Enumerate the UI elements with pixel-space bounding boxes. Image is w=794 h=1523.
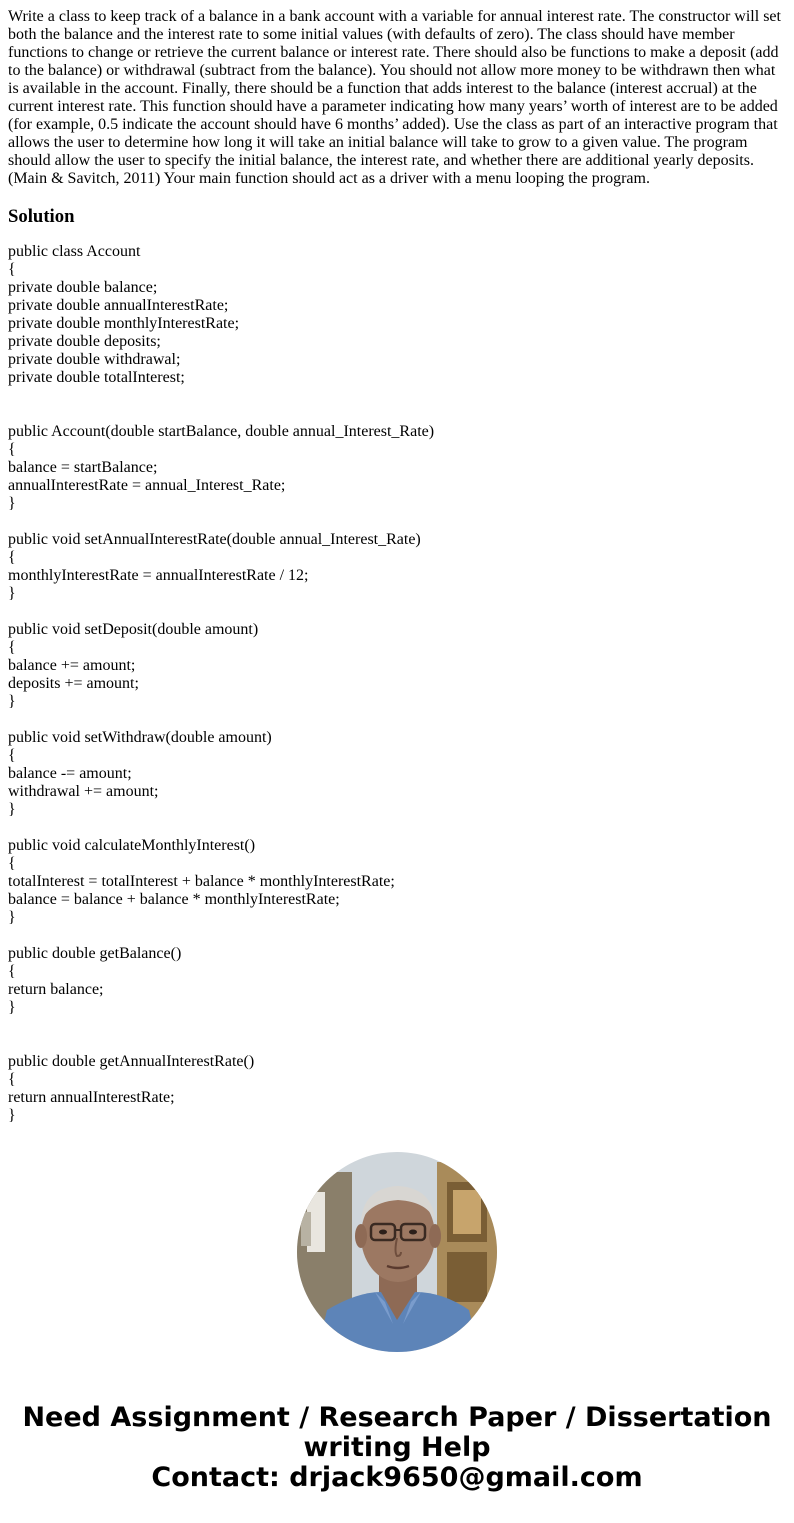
code-line bbox=[8, 1035, 786, 1053]
code-line: return balance; bbox=[8, 981, 104, 998]
code-line: public double getBalance() bbox=[8, 945, 182, 962]
code-line: } bbox=[8, 909, 16, 926]
code-line: } bbox=[8, 801, 16, 818]
code-line: public Account(double startBalance, double annual_Interest_Rate) bbox=[8, 423, 435, 440]
code-line bbox=[8, 513, 786, 531]
code-line: { bbox=[8, 261, 16, 278]
code-line: } bbox=[8, 495, 16, 512]
code-line: private double balance; bbox=[8, 279, 158, 296]
code-line: { bbox=[8, 855, 16, 872]
code-line: { bbox=[8, 747, 16, 764]
code-line: balance -= amount; bbox=[8, 765, 132, 782]
code-line bbox=[8, 405, 786, 423]
code-line: private double annualInterestRate; bbox=[8, 297, 229, 314]
code-line bbox=[8, 819, 786, 837]
code-line: deposits += amount; bbox=[8, 675, 139, 692]
promo-contact: Contact: drjack9650@gmail.com bbox=[151, 1462, 643, 1493]
code-line bbox=[8, 387, 786, 405]
code-line: totalInterest = totalInterest + balance * monthlyInterestRate; bbox=[8, 873, 395, 890]
code-line: { bbox=[8, 963, 16, 980]
code-line: private double totalInterest; bbox=[8, 369, 185, 386]
code-line: private double deposits; bbox=[8, 333, 161, 350]
code-line: } bbox=[8, 693, 16, 710]
code-line: monthlyInterestRate = annualInterestRate / 12; bbox=[8, 567, 309, 584]
author-photo bbox=[297, 1152, 497, 1352]
code-line: balance = balance + balance * monthlyInterestRate; bbox=[8, 891, 340, 908]
code-line: { bbox=[8, 639, 16, 656]
code-line: { bbox=[8, 1071, 16, 1088]
code-line: private double withdrawal; bbox=[8, 351, 181, 368]
promo-line-2: writing Help bbox=[303, 1432, 491, 1463]
code-line: public class Account bbox=[8, 243, 141, 260]
code-line: public void setAnnualInterestRate(double annual_Interest_Rate) bbox=[8, 531, 421, 548]
code-line: balance += amount; bbox=[8, 657, 136, 674]
code-line: } bbox=[8, 585, 16, 602]
solution-heading: Solution bbox=[8, 206, 75, 227]
code-line: public void setDeposit(double amount) bbox=[8, 621, 259, 638]
code-line: } bbox=[8, 999, 16, 1016]
code-line: { bbox=[8, 441, 16, 458]
code-line: { bbox=[8, 549, 16, 566]
code-line: annualInterestRate = annual_Interest_Rate; bbox=[8, 477, 286, 494]
code-line bbox=[8, 927, 786, 945]
code-line: private double monthlyInterestRate; bbox=[8, 315, 240, 332]
promo-line-1: Need Assignment / Research Paper / Dissertation bbox=[22, 1402, 772, 1433]
code-line: return annualInterestRate; bbox=[8, 1089, 175, 1106]
code-line: balance = startBalance; bbox=[8, 459, 158, 476]
code-line: public void setWithdraw(double amount) bbox=[8, 729, 272, 746]
code-line bbox=[8, 603, 786, 621]
promo-banner bbox=[0, 1403, 794, 1493]
code-line bbox=[8, 711, 786, 729]
code-line: public double getAnnualInterestRate() bbox=[8, 1053, 255, 1070]
solution-code bbox=[8, 243, 786, 1125]
question-text: Write a class to keep track of a balance in a bank account with a variable for annual interest rate. The constructor will set both the balance and the interest rate to some initial values (with defaults of zero). The class should have member functions to change or retrieve the current balance or interest rate. There should also be functions to make a deposit (add to the balance) or withdrawal (subtract from the balance). You should not allow more money to be withdrawn then what is available in the account. Finally, there should be a function that adds interest to the balance (interest accrual) at the current interest rate. This function should have a parameter indicating how many years’ worth of interest are to be added (for example, 0.5 indicate the account should have 6 months’ added). Use the class as part of an interactive program that allows the user to determine how long it will take an initial balance will take to grow to a given value. The program should allow the user to specify the initial balance, the interest rate, and whether there are additional yearly deposits. (Main & Savitch, 2011) Your main function should act as a driver with a menu looping the program. bbox=[8, 8, 781, 187]
code-line: public void calculateMonthlyInterest() bbox=[8, 837, 256, 854]
code-line: } bbox=[8, 1107, 16, 1124]
author-photo-image bbox=[297, 1152, 497, 1352]
code-line bbox=[8, 1017, 786, 1035]
code-line: withdrawal += amount; bbox=[8, 783, 159, 800]
